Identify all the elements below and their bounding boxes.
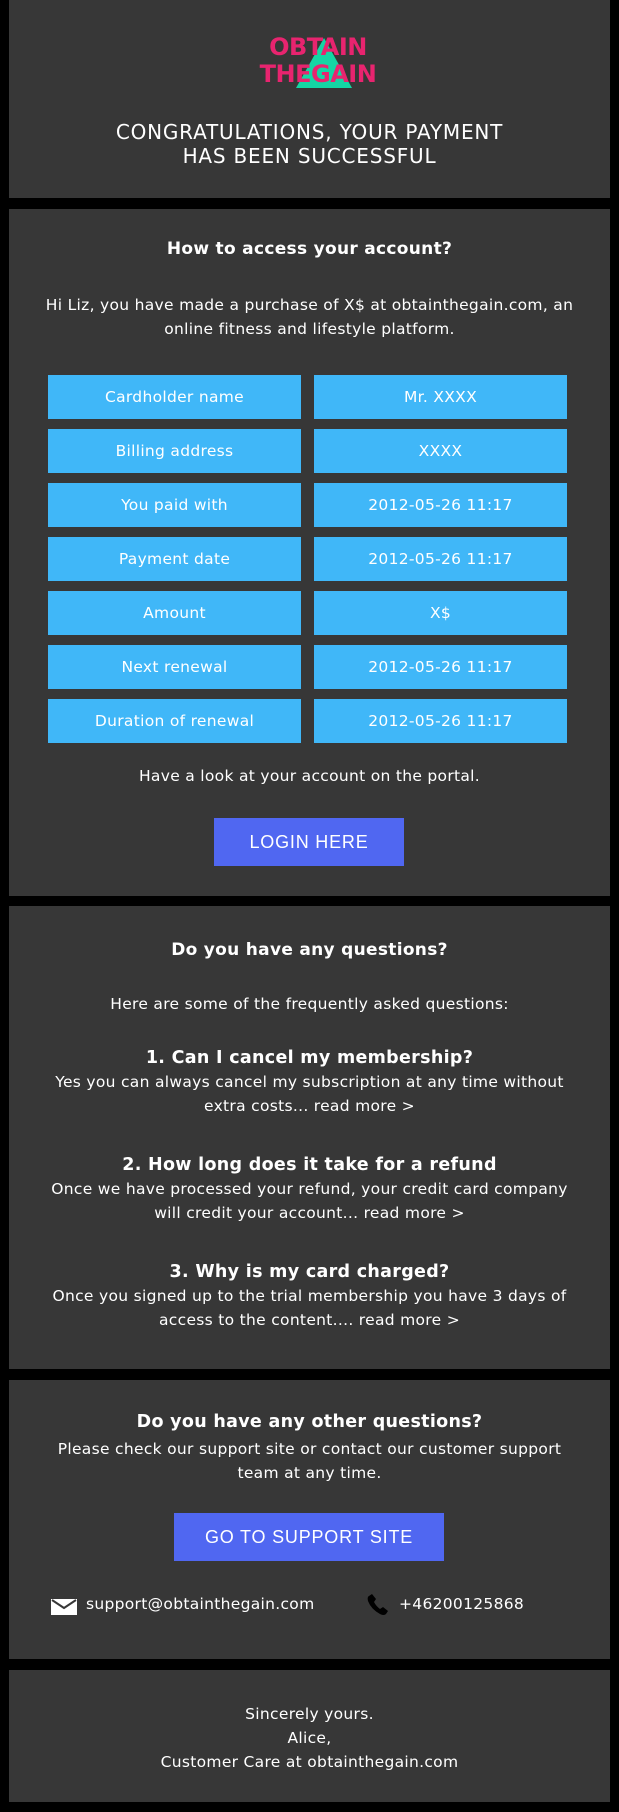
faq-answer-line: Yes you can always cancel my subscription at any time without [55,1073,564,1091]
table-label: Amount [48,591,301,635]
faq-heading: Do you have any questions? [171,940,448,960]
faq-question: 2. How long does it take for a refund [122,1155,497,1175]
signature-line1: Sincerely yours. [245,1705,374,1723]
table-value: 2012-05-26 11:17 [314,699,567,743]
faq-answer-line: Once we have processed your refund, your credit card company [51,1180,568,1198]
table-row [48,537,570,581]
faq-item [9,1155,610,1225]
support-email[interactable]: support@obtainthegain.com [86,1595,315,1613]
table-label: Billing address [48,429,301,473]
footer-card [9,1670,610,1802]
account-card [9,209,610,896]
table-label: Cardholder name [48,375,301,419]
table-row [48,645,570,689]
faq-item [9,1048,610,1118]
support-text [9,1437,610,1485]
logo-line1: OBTAIN [269,33,367,61]
table-value: X$ [314,591,567,635]
phone-icon [366,1594,390,1616]
login-button[interactable]: LOGIN HERE [214,818,404,866]
faq-answer[interactable] [9,1284,610,1332]
faq-answer-line: Once you signed up to the trial membership you have 3 days of [52,1287,567,1305]
logo [244,34,392,88]
faq-question: 3. Why is my card charged? [169,1262,450,1282]
table-row [48,591,570,635]
faq-answer-line: extra costs... read more > [204,1097,415,1115]
table-value: XXXX [314,429,567,473]
table-value: 2012-05-26 11:17 [314,645,567,689]
support-heading: Do you have any other questions? [136,1412,483,1432]
table-value: 2012-05-26 11:17 [314,537,567,581]
support-phone[interactable]: +46200125868 [399,1595,525,1613]
portal-text: Have a look at your account on the portal. [138,767,481,785]
signature-line3: Customer Care at obtainthegain.com [160,1753,459,1771]
signature [9,1702,610,1774]
page-title [9,120,610,168]
account-heading: How to access your account? [166,239,453,259]
faq-question: 1. Can I cancel my membership? [145,1048,474,1068]
faq-intro: Here are some of the frequently asked questions: [110,995,509,1013]
faq-item [9,1262,610,1332]
header-card [9,0,610,198]
page-title-line2: HAS BEEN SUCCESSFUL [182,144,437,168]
table-label: Next renewal [48,645,301,689]
table-label: Duration of renewal [48,699,301,743]
support-text-line2: team at any time. [237,1464,382,1482]
table-row [48,483,570,527]
page-title-line1: CONGRATULATIONS, YOUR PAYMENT [115,120,504,144]
faq-answer[interactable] [9,1177,610,1225]
table-label: You paid with [48,483,301,527]
account-intro-line2: online fitness and lifestyle platform. [164,320,455,338]
table-value: Mr. XXXX [314,375,567,419]
support-site-button[interactable]: GO TO SUPPORT SITE [174,1513,444,1561]
faq-card [9,906,610,1369]
envelope-icon [51,1596,77,1612]
table-row [48,375,570,419]
support-card [9,1380,610,1659]
faq-answer-line: will credit your account... read more > [154,1204,465,1222]
table-row [48,429,570,473]
table-label: Payment date [48,537,301,581]
faq-answer-line: access to the content.... read more > [159,1311,460,1329]
faq-answer[interactable] [9,1070,610,1118]
account-intro [9,293,610,341]
account-intro-line1: Hi Liz, you have made a purchase of X$ at obtainthegain.com, an [45,296,574,314]
support-text-line1: Please check our support site or contact our customer support [57,1440,562,1458]
logo-line2: THEGAIN [259,60,377,88]
table-row [48,699,570,743]
table-value: 2012-05-26 11:17 [314,483,567,527]
signature-line2: Alice, [287,1729,332,1747]
